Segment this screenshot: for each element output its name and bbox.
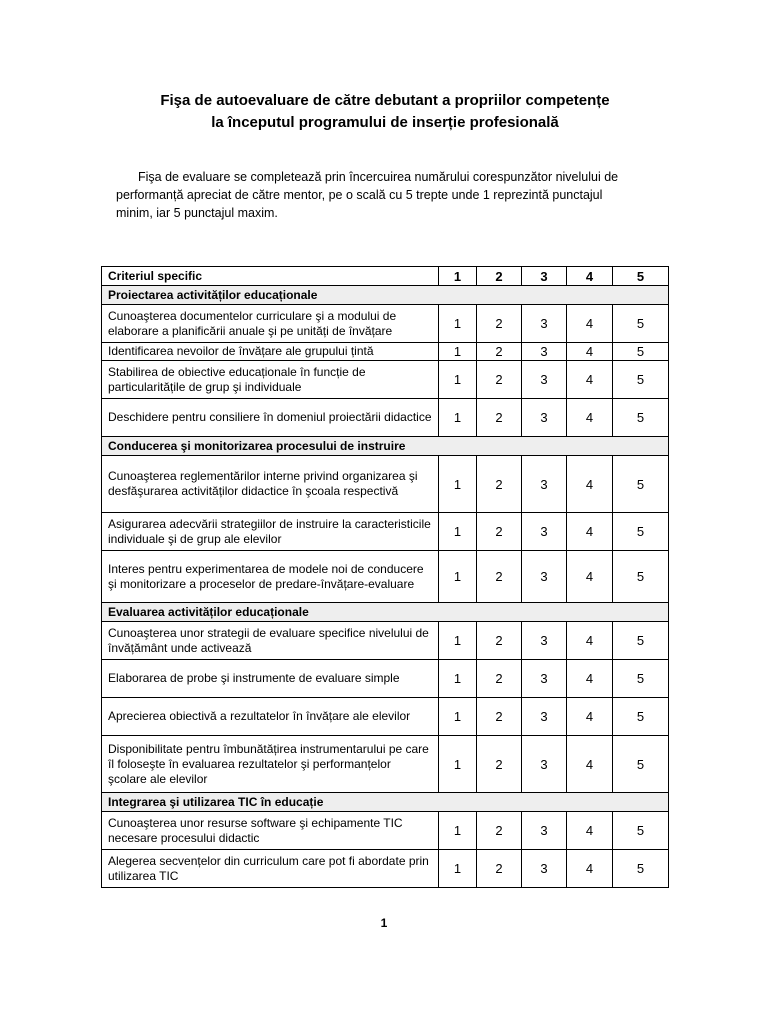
table-header-row <box>102 267 669 286</box>
score-option-3[interactable]: 3 <box>522 399 567 437</box>
criterion-text: Cunoaşterea reglementărilor interne privind organizarea şi desfăşurarea activităților didactice în şcoala respectivă <box>102 456 439 513</box>
score-option-5[interactable]: 5 <box>613 660 669 698</box>
criterion-text: Aprecierea obiectivă a rezultatelor în învățare ale elevilor <box>102 698 439 736</box>
page-number: 1 <box>380 916 388 930</box>
score-option-4[interactable]: 4 <box>567 698 613 736</box>
section-row <box>102 793 669 812</box>
intro-line-2: performanță apreciat de către mentor, pe o scală cu 5 trepte unde 1 reprezintă punctajul <box>116 188 603 202</box>
criterion-text: Cunoaşterea unor resurse software şi echipamente TIC necesare procesului didactic <box>102 812 439 850</box>
score-option-5[interactable]: 5 <box>613 305 669 343</box>
criterion-row <box>102 698 669 736</box>
intro-line-3: minim, iar 5 punctajul maxim. <box>116 206 278 220</box>
score-option-5[interactable]: 5 <box>613 399 669 437</box>
section-title: Integrarea şi utilizarea TIC în educație <box>102 793 669 812</box>
criterion-text: Stabilirea de obiective educaționale în funcție de particularitățile de grup şi individuale <box>102 361 439 399</box>
score-option-5[interactable]: 5 <box>613 698 669 736</box>
header-scale-5: 5 <box>613 267 669 286</box>
score-option-2[interactable]: 2 <box>477 812 522 850</box>
score-option-1[interactable]: 1 <box>439 622 477 660</box>
score-option-3[interactable]: 3 <box>522 812 567 850</box>
section-title: Evaluarea activităților educaționale <box>102 603 669 622</box>
score-option-2[interactable]: 2 <box>477 456 522 513</box>
header-criteria-label: Criteriul specific <box>102 267 439 286</box>
criterion-row <box>102 343 669 361</box>
evaluation-table <box>101 266 669 888</box>
score-option-2[interactable]: 2 <box>477 343 522 361</box>
score-option-2[interactable]: 2 <box>477 513 522 551</box>
criterion-row <box>102 812 669 850</box>
header-scale-2: 2 <box>477 267 522 286</box>
score-option-4[interactable]: 4 <box>567 812 613 850</box>
score-option-3[interactable]: 3 <box>522 305 567 343</box>
criterion-row <box>102 551 669 603</box>
score-option-4[interactable]: 4 <box>567 456 613 513</box>
score-option-3[interactable]: 3 <box>522 736 567 793</box>
score-option-1[interactable]: 1 <box>439 698 477 736</box>
score-option-1[interactable]: 1 <box>439 551 477 603</box>
criterion-text: Elaborarea de probe şi instrumente de evaluare simple <box>102 660 439 698</box>
score-option-4[interactable]: 4 <box>567 850 613 888</box>
score-option-4[interactable]: 4 <box>567 399 613 437</box>
score-option-3[interactable]: 3 <box>522 660 567 698</box>
criterion-row <box>102 361 669 399</box>
score-option-1[interactable]: 1 <box>439 660 477 698</box>
section-title: Proiectarea activităților educaționale <box>102 286 669 305</box>
score-option-4[interactable]: 4 <box>567 343 613 361</box>
criterion-row <box>102 456 669 513</box>
section-row <box>102 603 669 622</box>
score-option-2[interactable]: 2 <box>477 622 522 660</box>
score-option-2[interactable]: 2 <box>477 660 522 698</box>
score-option-5[interactable]: 5 <box>613 850 669 888</box>
criterion-row <box>102 622 669 660</box>
criterion-text: Cunoaşterea documentelor curriculare şi a modului de elaborare a planificării anuale şi pe unități de învățare <box>102 305 439 343</box>
intro-line-1: Fişa de evaluare se completează prin încercuirea numărului corespunzător nivelului de <box>138 170 619 184</box>
header-scale-4: 4 <box>567 267 613 286</box>
criterion-text: Alegerea secvențelor din curriculum care pot fi abordate prin utilizarea TIC <box>102 850 439 888</box>
criterion-text: Asigurarea adecvării strategiilor de instruire la caracteristicile individuale şi de grup ale elevilor <box>102 513 439 551</box>
score-option-3[interactable]: 3 <box>522 622 567 660</box>
score-option-1[interactable]: 1 <box>439 399 477 437</box>
document-title <box>100 90 670 134</box>
score-option-4[interactable]: 4 <box>567 622 613 660</box>
score-option-5[interactable]: 5 <box>613 513 669 551</box>
section-row <box>102 286 669 305</box>
score-option-3[interactable]: 3 <box>522 513 567 551</box>
score-option-2[interactable]: 2 <box>477 399 522 437</box>
intro-paragraph <box>116 168 674 222</box>
score-option-1[interactable]: 1 <box>439 850 477 888</box>
score-option-4[interactable]: 4 <box>567 361 613 399</box>
score-option-1[interactable]: 1 <box>439 343 477 361</box>
score-option-5[interactable]: 5 <box>613 812 669 850</box>
score-option-1[interactable]: 1 <box>439 513 477 551</box>
criterion-row <box>102 305 669 343</box>
score-option-5[interactable]: 5 <box>613 456 669 513</box>
score-option-5[interactable]: 5 <box>613 622 669 660</box>
score-option-4[interactable]: 4 <box>567 660 613 698</box>
score-option-2[interactable]: 2 <box>477 698 522 736</box>
score-option-2[interactable]: 2 <box>477 850 522 888</box>
criterion-row <box>102 399 669 437</box>
score-option-5[interactable]: 5 <box>613 343 669 361</box>
criterion-text: Cunoaşterea unor strategii de evaluare specifice nivelului de învățământ unde activează <box>102 622 439 660</box>
title-line-1: Fişa de autoevaluare de către debutant a propriilor competențe <box>160 92 610 109</box>
criterion-row <box>102 736 669 793</box>
score-option-5[interactable]: 5 <box>613 361 669 399</box>
criterion-row <box>102 660 669 698</box>
score-option-3[interactable]: 3 <box>522 343 567 361</box>
section-row <box>102 437 669 456</box>
score-option-3[interactable]: 3 <box>522 698 567 736</box>
score-option-3[interactable]: 3 <box>522 361 567 399</box>
score-option-1[interactable]: 1 <box>439 305 477 343</box>
score-option-4[interactable]: 4 <box>567 551 613 603</box>
criterion-text: Identificarea nevoilor de învățare ale grupului țintă <box>102 343 439 361</box>
score-option-4[interactable]: 4 <box>567 305 613 343</box>
score-option-1[interactable]: 1 <box>439 812 477 850</box>
criterion-text: Interes pentru experimentarea de modele noi de conducere şi monitorizare a proceselor de predare-învățare-evaluare <box>102 551 439 603</box>
score-option-3[interactable]: 3 <box>522 551 567 603</box>
header-scale-3: 3 <box>522 267 567 286</box>
criterion-text: Deschidere pentru consiliere în domeniul proiectării didactice <box>102 399 439 437</box>
header-scale-1: 1 <box>439 267 477 286</box>
score-option-2[interactable]: 2 <box>477 305 522 343</box>
score-option-3[interactable]: 3 <box>522 456 567 513</box>
score-option-2[interactable]: 2 <box>477 736 522 793</box>
criterion-text: Disponibilitate pentru îmbunătățirea instrumentarului pe care îl foloseşte în evaluarea rezultatelor şi performanțelor şcolare ale elevilor <box>102 736 439 793</box>
score-option-5[interactable]: 5 <box>613 551 669 603</box>
score-option-1[interactable]: 1 <box>439 736 477 793</box>
score-option-5[interactable]: 5 <box>613 736 669 793</box>
score-option-3[interactable]: 3 <box>522 850 567 888</box>
criterion-row <box>102 513 669 551</box>
section-title: Conducerea şi monitorizarea procesului de instruire <box>102 437 669 456</box>
score-option-2[interactable]: 2 <box>477 551 522 603</box>
title-line-2: la începutul programului de inserție profesională <box>211 114 559 131</box>
score-option-1[interactable]: 1 <box>439 361 477 399</box>
criterion-row <box>102 850 669 888</box>
score-option-2[interactable]: 2 <box>477 361 522 399</box>
score-option-1[interactable]: 1 <box>439 456 477 513</box>
score-option-4[interactable]: 4 <box>567 736 613 793</box>
score-option-4[interactable]: 4 <box>567 513 613 551</box>
